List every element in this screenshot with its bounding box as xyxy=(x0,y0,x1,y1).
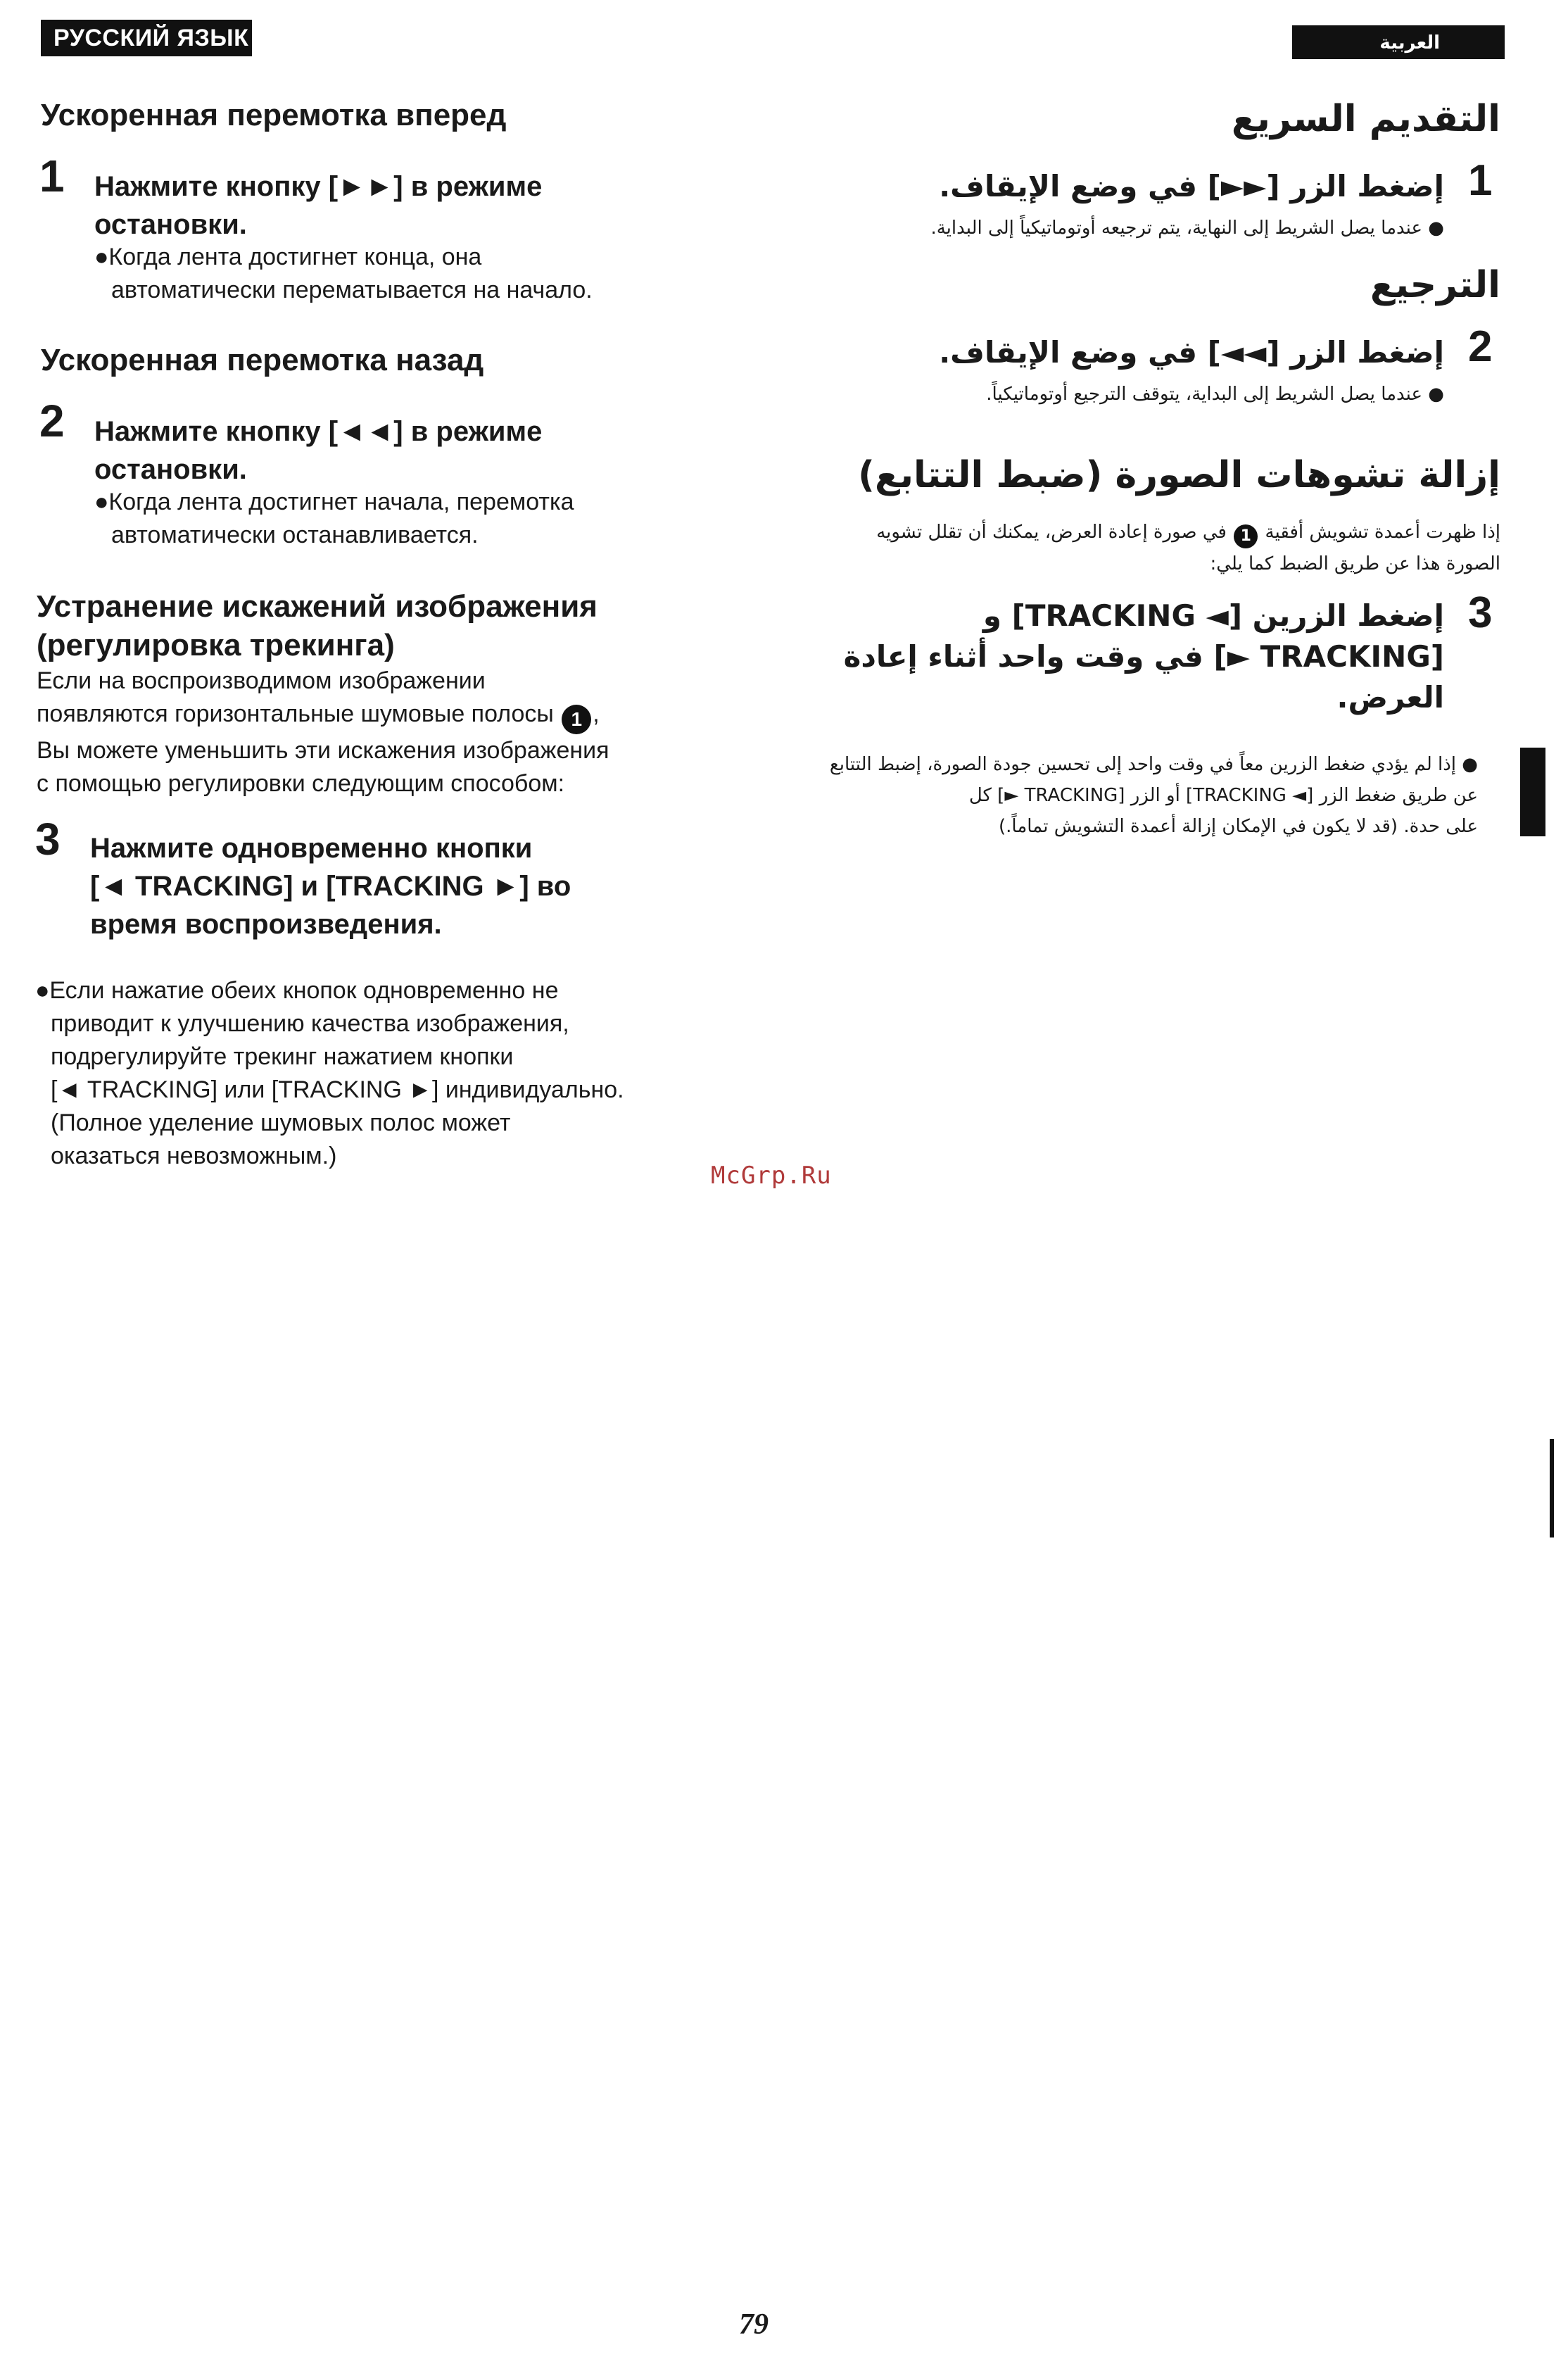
intro-punct: , xyxy=(593,700,600,727)
ar-tracking-heading: إزالة تشوهات الصورة (ضبط التتابع) xyxy=(858,454,1500,496)
note-line: приводит к улучшению качества изображения, xyxy=(51,1010,569,1037)
ar-step-3-instruction xyxy=(740,596,1444,718)
ar-step-3-note xyxy=(774,749,1478,842)
page-number: 79 xyxy=(739,2308,769,2341)
note-line: إذا لم يؤدي ضغط الزرين معاً في وقت واحد إلى تحسين جودة الصورة، إضبط التتابع xyxy=(829,754,1457,775)
instruction-line: время воспроизведения. xyxy=(90,909,442,940)
noise-bar-marker: 1 xyxy=(1234,524,1258,548)
intro-line: появляются горизонтальные шумовые полосы xyxy=(37,700,554,727)
ru-rewind-heading: Ускоренная перемотка назад xyxy=(41,343,484,377)
note-line: عن طريق ضغط الزر [◄ TRACKING] أو الزر [TRACKING ►] كل xyxy=(968,785,1478,806)
ru-step-2-note xyxy=(94,486,574,552)
note-line: Если нажатие обеих кнопок одновременно не xyxy=(49,977,559,1004)
note-line: (Полное уделение шумовых полос может xyxy=(51,1109,511,1136)
note-line: Когда лента достигнет начала, перемотка xyxy=(108,489,574,515)
ru-fast-forward-heading: Ускоренная перемотка вперед xyxy=(41,98,507,132)
ar-step-2-note xyxy=(740,379,1444,410)
note-line: [◄ TRACKING] или [TRACKING ►] индивидуально. xyxy=(51,1076,624,1103)
note-line: автоматически перематывается на начало. xyxy=(111,277,593,303)
heading-line: Устранение искажений изображения xyxy=(37,589,598,624)
ar-step-2-number: 2 xyxy=(1468,322,1493,371)
language-tab-label: العربية xyxy=(1379,31,1440,53)
ar-step-1-note xyxy=(740,213,1444,244)
bullet-icon: ● xyxy=(35,977,50,1004)
intro-line: الصورة هذا عن طريق الضبط كما يلي: xyxy=(1210,553,1500,574)
instruction-line: Нажмите кнопку [◄◄] в режиме xyxy=(94,416,543,447)
bullet-icon: ● xyxy=(1422,218,1444,239)
note-line: عندما يصل الشريط إلى النهاية، يتم ترجيعه أوتوماتيكياً إلى البداية. xyxy=(930,218,1423,239)
instruction-line: Нажмите одновременно кнопки xyxy=(90,833,533,864)
ru-step-3-number: 3 xyxy=(35,814,61,864)
section-index-tab xyxy=(1520,748,1545,836)
margin-mark xyxy=(1550,1439,1554,1537)
instruction-line: Нажмите кнопку [►►] в режиме xyxy=(94,171,543,202)
ru-step-3-note xyxy=(35,974,624,1173)
note-line: Когда лента достигнет конца, она xyxy=(108,244,482,270)
ar-step-1-instruction: إضغط الزر [►►] في وضع الإيقاف. xyxy=(939,169,1444,203)
instruction-line: остановки. xyxy=(94,209,247,240)
instruction-line: [◄ TRACKING] и [TRACKING ►] во xyxy=(90,871,571,902)
note-line: على حدة. (قد لا يكون في الإمكان إزالة أعمدة التشويش تماماً.) xyxy=(998,816,1478,837)
note-line: оказаться невозможным.) xyxy=(51,1143,337,1169)
language-tab-label: РУССКИЙ ЯЗЫК xyxy=(53,24,249,51)
instruction-line: [TRACKING ►] في وقت واحد أثناء إعادة xyxy=(843,639,1444,674)
note-line: عندما يصل الشريط إلى البداية، يتوقف الترجيع أوتوماتيكياً. xyxy=(986,384,1423,405)
bullet-icon: ● xyxy=(1456,754,1478,775)
noise-bar-marker: 1 xyxy=(562,705,591,734)
ru-step-1-number: 1 xyxy=(39,151,65,201)
ru-tracking-intro xyxy=(37,665,609,800)
note-line: автоматически останавливается. xyxy=(111,522,479,548)
ru-step-3-instruction xyxy=(90,829,571,943)
language-tab-arabic xyxy=(1292,25,1505,59)
intro-line: إذا ظهرت أعمدة تشويش أفقية xyxy=(1265,522,1500,543)
ar-step-1-number: 1 xyxy=(1468,156,1493,205)
intro-line: Если на воспроизводимом изображении xyxy=(37,667,486,694)
ar-rewind-heading: الترجيع xyxy=(1370,264,1500,306)
ru-tracking-heading xyxy=(37,587,598,665)
note-line: подрегулируйте трекинг нажатием кнопки xyxy=(51,1043,514,1070)
instruction-line: остановки. xyxy=(94,454,247,485)
intro-line: في صورة إعادة العرض، يمكنك أن تقلل تشويه xyxy=(876,522,1227,543)
ru-step-1-note xyxy=(94,241,593,307)
ar-fast-forward-heading: التقديم السريع xyxy=(1231,98,1500,140)
ar-tracking-intro xyxy=(797,517,1500,579)
ru-step-2-instruction xyxy=(94,413,542,489)
heading-line: (регулировка трекинга) xyxy=(37,628,395,662)
bullet-icon: ● xyxy=(94,244,109,270)
ar-step-2-instruction: إضغط الزر [◄◄] في وضع الإيقاف. xyxy=(939,335,1444,370)
ru-step-2-number: 2 xyxy=(39,396,65,446)
instruction-line: إضغط الزرين [◄ TRACKING] و xyxy=(982,598,1444,633)
intro-line: с помощью регулировки следующим способом: xyxy=(37,769,565,797)
instruction-line: العرض. xyxy=(1336,680,1444,715)
bullet-icon: ● xyxy=(94,489,109,515)
intro-line: Вы можете уменьшить эти искажения изображения xyxy=(37,736,609,764)
ru-step-1-instruction xyxy=(94,168,542,244)
ar-step-3-number: 3 xyxy=(1468,589,1493,637)
bullet-icon: ● xyxy=(1422,384,1444,405)
language-tab-russian xyxy=(41,20,252,56)
watermark: McGrp.Ru xyxy=(711,1162,832,1190)
